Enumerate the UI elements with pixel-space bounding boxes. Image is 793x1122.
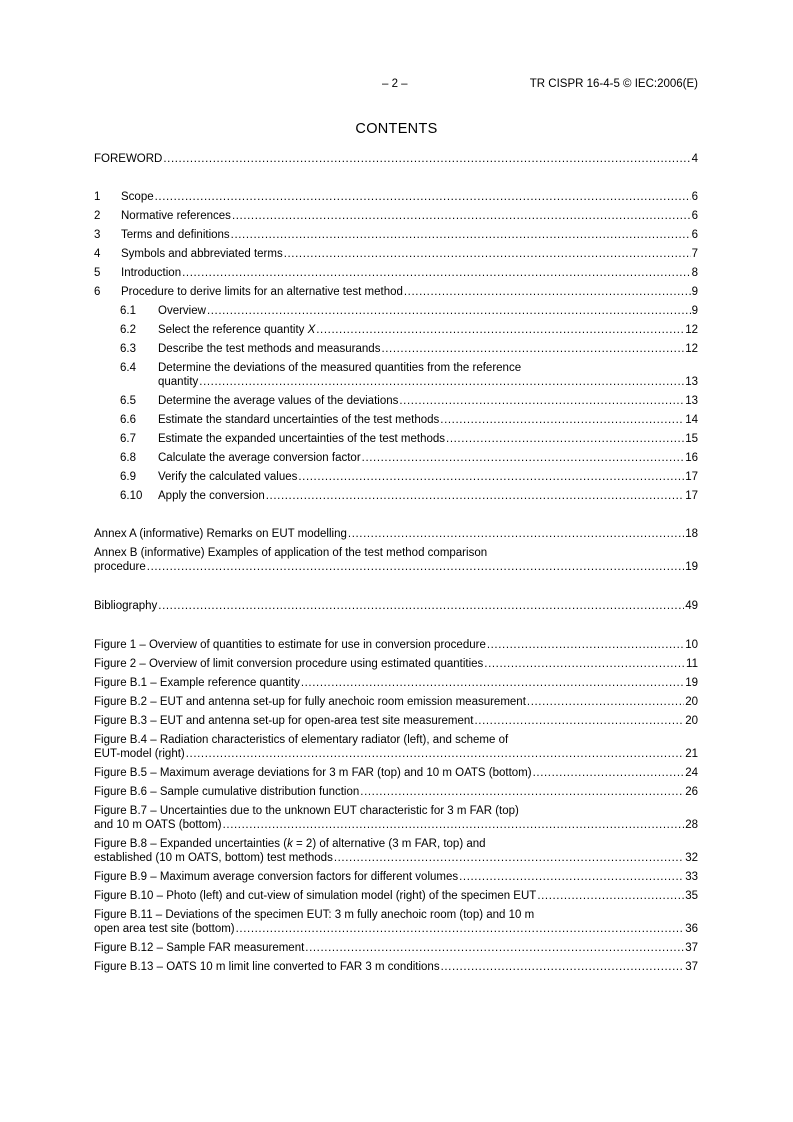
toc-entry-figure[interactable]: Figure B.1 – Example reference quantity ..... 19 (94, 676, 698, 690)
toc-entry-subclause[interactable]: 6.10 Apply the conversion ..... 17 (94, 489, 698, 503)
toc-entry-annex[interactable]: Annex B (informative) Examples of application of the test method comparison procedure ..... 19 (94, 546, 698, 574)
table-of-contents (94, 150, 698, 974)
toc-entry-figure[interactable]: Figure B.13 – OATS 10 m limit line converted to FAR 3 m conditions ..... 37 (94, 960, 698, 974)
toc-entry-bibliography[interactable]: Bibliography ..... 49 (94, 599, 698, 613)
toc-entry-figure[interactable]: Figure B.5 – Maximum average deviations for 3 m FAR (top) and 10 m OATS (bottom) ..... 24 (94, 766, 698, 780)
toc-entry-subclause[interactable]: 6.7 Estimate the expanded uncertainties of the test methods ..... 15 (94, 432, 698, 446)
toc-entry-foreword[interactable]: FOREWORD ..... 4 (94, 152, 698, 166)
toc-entry-subclause[interactable]: 6.5 Determine the average values of the deviations ..... 13 (94, 394, 698, 408)
toc-entry-clause[interactable]: 3 Terms and definitions ..... 6 (94, 228, 698, 242)
toc-entry-clause[interactable]: 6 Procedure to derive limits for an alternative test method ..... 9 (94, 285, 698, 299)
toc-entry-annex[interactable]: Annex A (informative) Remarks on EUT modelling ..... 18 (94, 527, 698, 541)
toc-entry-subclause[interactable]: 6.1 Overview ..... 9 (94, 304, 698, 318)
toc-entry-figure[interactable]: Figure B.10 – Photo (left) and cut-view of simulation model (right) of the specimen EUT ..... 35 (94, 889, 698, 903)
toc-entry-subclause[interactable]: 6.3 Describe the test methods and measurands ..... 12 (94, 342, 698, 356)
toc-entry-figure[interactable]: Figure B.11 – Deviations of the specimen EUT: 3 m fully anechoic room (top) and 10 m open area test site (bottom) ..... 36 (94, 908, 698, 936)
toc-entry-subclause[interactable]: 6.9 Verify the calculated values ..... 17 (94, 470, 698, 484)
toc-entry-clause[interactable]: 2 Normative references ..... 6 (94, 209, 698, 223)
toc-entry-figure[interactable]: Figure B.8 – Expanded uncertainties (k = 2) of alternative (3 m FAR, top) and established (10 m OATS, bottom) test methods ..... 32 (94, 837, 698, 865)
toc-entry-subclause[interactable]: 6.4 Determine the deviations of the measured quantities from the reference quantity ..... 13 (94, 361, 698, 389)
toc-entry-figure[interactable]: Figure 2 – Overview of limit conversion procedure using estimated quantities ..... 11 (94, 657, 698, 671)
toc-entry-clause[interactable]: 5 Introduction ..... 8 (94, 266, 698, 280)
toc-entry-figure[interactable]: Figure B.2 – EUT and antenna set-up for fully anechoic room emission measurement ..... 20 (94, 695, 698, 709)
toc-entry-clause[interactable]: 1 Scope ..... 6 (94, 190, 698, 204)
toc-entry-figure[interactable]: Figure B.6 – Sample cumulative distribution function ..... 26 (94, 785, 698, 799)
toc-entry-subclause[interactable]: 6.2 Select the reference quantity X ..... 12 (94, 323, 698, 337)
toc-entry-subclause[interactable]: 6.8 Calculate the average conversion factor ..... 16 (94, 451, 698, 465)
document-reference: TR CISPR 16-4-5 © IEC:2006(E) (529, 78, 698, 90)
toc-entry-clause[interactable]: 4 Symbols and abbreviated terms ..... 7 (94, 247, 698, 261)
toc-entry-figure[interactable]: Figure B.9 – Maximum average conversion factors for different volumes ..... 33 (94, 870, 698, 884)
page-number: – 2 – (382, 78, 408, 90)
toc-entry-figure[interactable]: Figure B.3 – EUT and antenna set-up for open-area test site measurement ..... 20 (94, 714, 698, 728)
page-header (0, 78, 793, 94)
toc-entry-subclause[interactable]: 6.6 Estimate the standard uncertainties of the test methods ..... 14 (94, 413, 698, 427)
toc-entry-figure[interactable]: Figure B.7 – Uncertainties due to the unknown EUT characteristic for 3 m FAR (top) and 10 m OATS (bottom) ..... 28 (94, 804, 698, 832)
toc-entry-figure[interactable]: Figure 1 – Overview of quantities to estimate for use in conversion procedure ..... 10 (94, 638, 698, 652)
toc-entry-figure[interactable]: Figure B.4 – Radiation characteristics of elementary radiator (left), and scheme of EUT-model (right) ..... 21 (94, 733, 698, 761)
page-title: CONTENTS (355, 121, 438, 137)
toc-entry-figure[interactable]: Figure B.12 – Sample FAR measurement ..... 37 (94, 941, 698, 955)
